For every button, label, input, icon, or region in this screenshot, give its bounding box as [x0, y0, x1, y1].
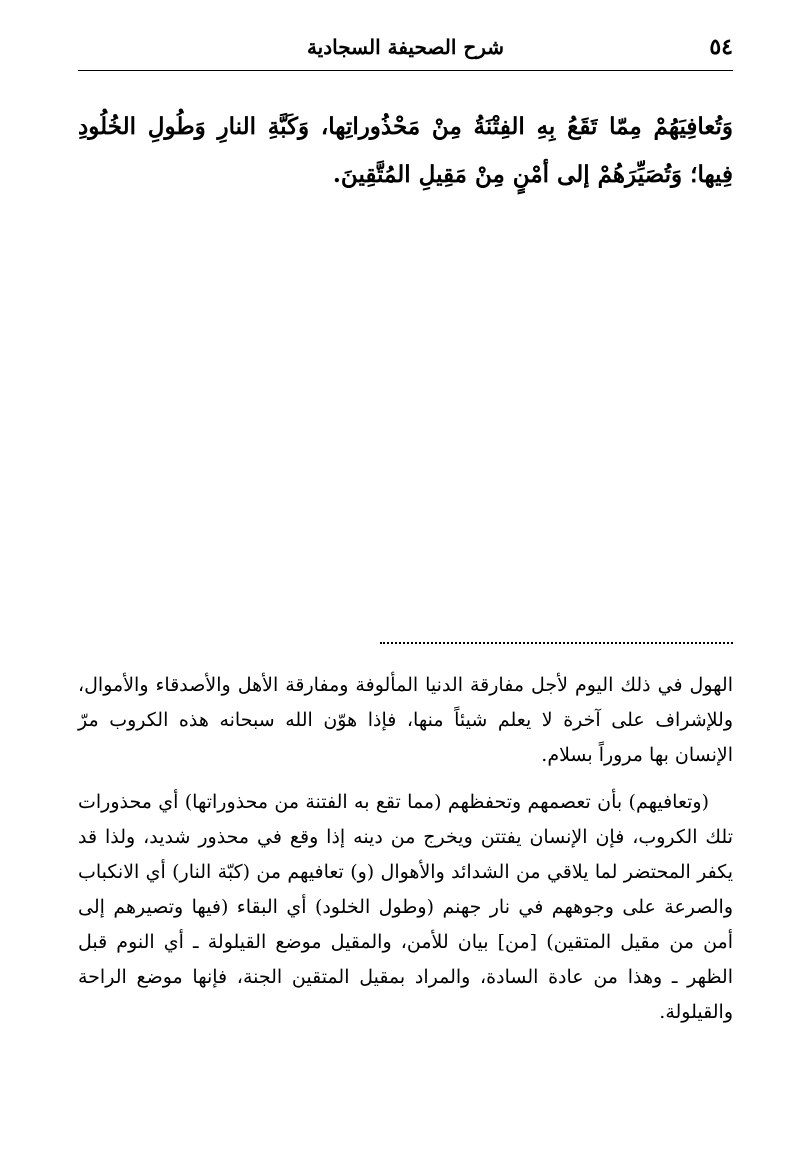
header-rule [78, 70, 733, 71]
commentary-paragraph: الهول في ذلك اليوم لأجل مفارقة الدنيا المألوفة ومفارقة الأهل والأصدقاء والأموال، وللإشراف على آخرة لا يعلم شيئاً منها، فإذا هوّن الله سبحانه هذه الكروب مرّ الإنسان بها مروراً بسلام. [78, 674, 733, 766]
supplication-text: وَتُعافِيَهُمْ مِمّا تَقَعُ بِهِ الفِتْنَةُ مِنْ مَحْذُوراتِها، وَكَبَّةِ النارِ وَطُولِ الخُلُودِ فِيها؛ وَتُصَيِّرَهُمْ إلى أمْنٍ مِنْ مَقِيلِ المُتَّقِينَ. [78, 113, 733, 188]
footnote-separator [380, 642, 733, 644]
page-number: ٥٤ [709, 34, 733, 60]
page-header [78, 30, 733, 64]
running-title: شرح الصحيفة السجادية [306, 35, 505, 59]
commentary-paragraph: (وتعافيهم) بأن تعصمهم وتحفظهم (مما تقع به الفتنة من محذوراتها) أي محذورات تلك الكروب، فإن الإنسان يفتتن ويخرج من دينه إذا وقع في محذور شديد، ولذا قد يكفر المحتضر لما يلاقي من الشدائد والأهوال (و) تعافيهم من (كبّة النار) أي الانكباب والصرعة على وجوههم في نار جهنم (وطول الخلود) أي البقاء (فيها وتصيرهم إلى أمن من مقيل المتقين) [من] بيان للأمن، والمقيل موضع القيلولة ـ أي النوم قبل الظهر ـ وهذا من عادة السادة، والمراد بمقيل المتقين الجنة، فإنها موضع الراحة والقيلولة. [78, 791, 733, 1023]
commentary [78, 668, 733, 1030]
